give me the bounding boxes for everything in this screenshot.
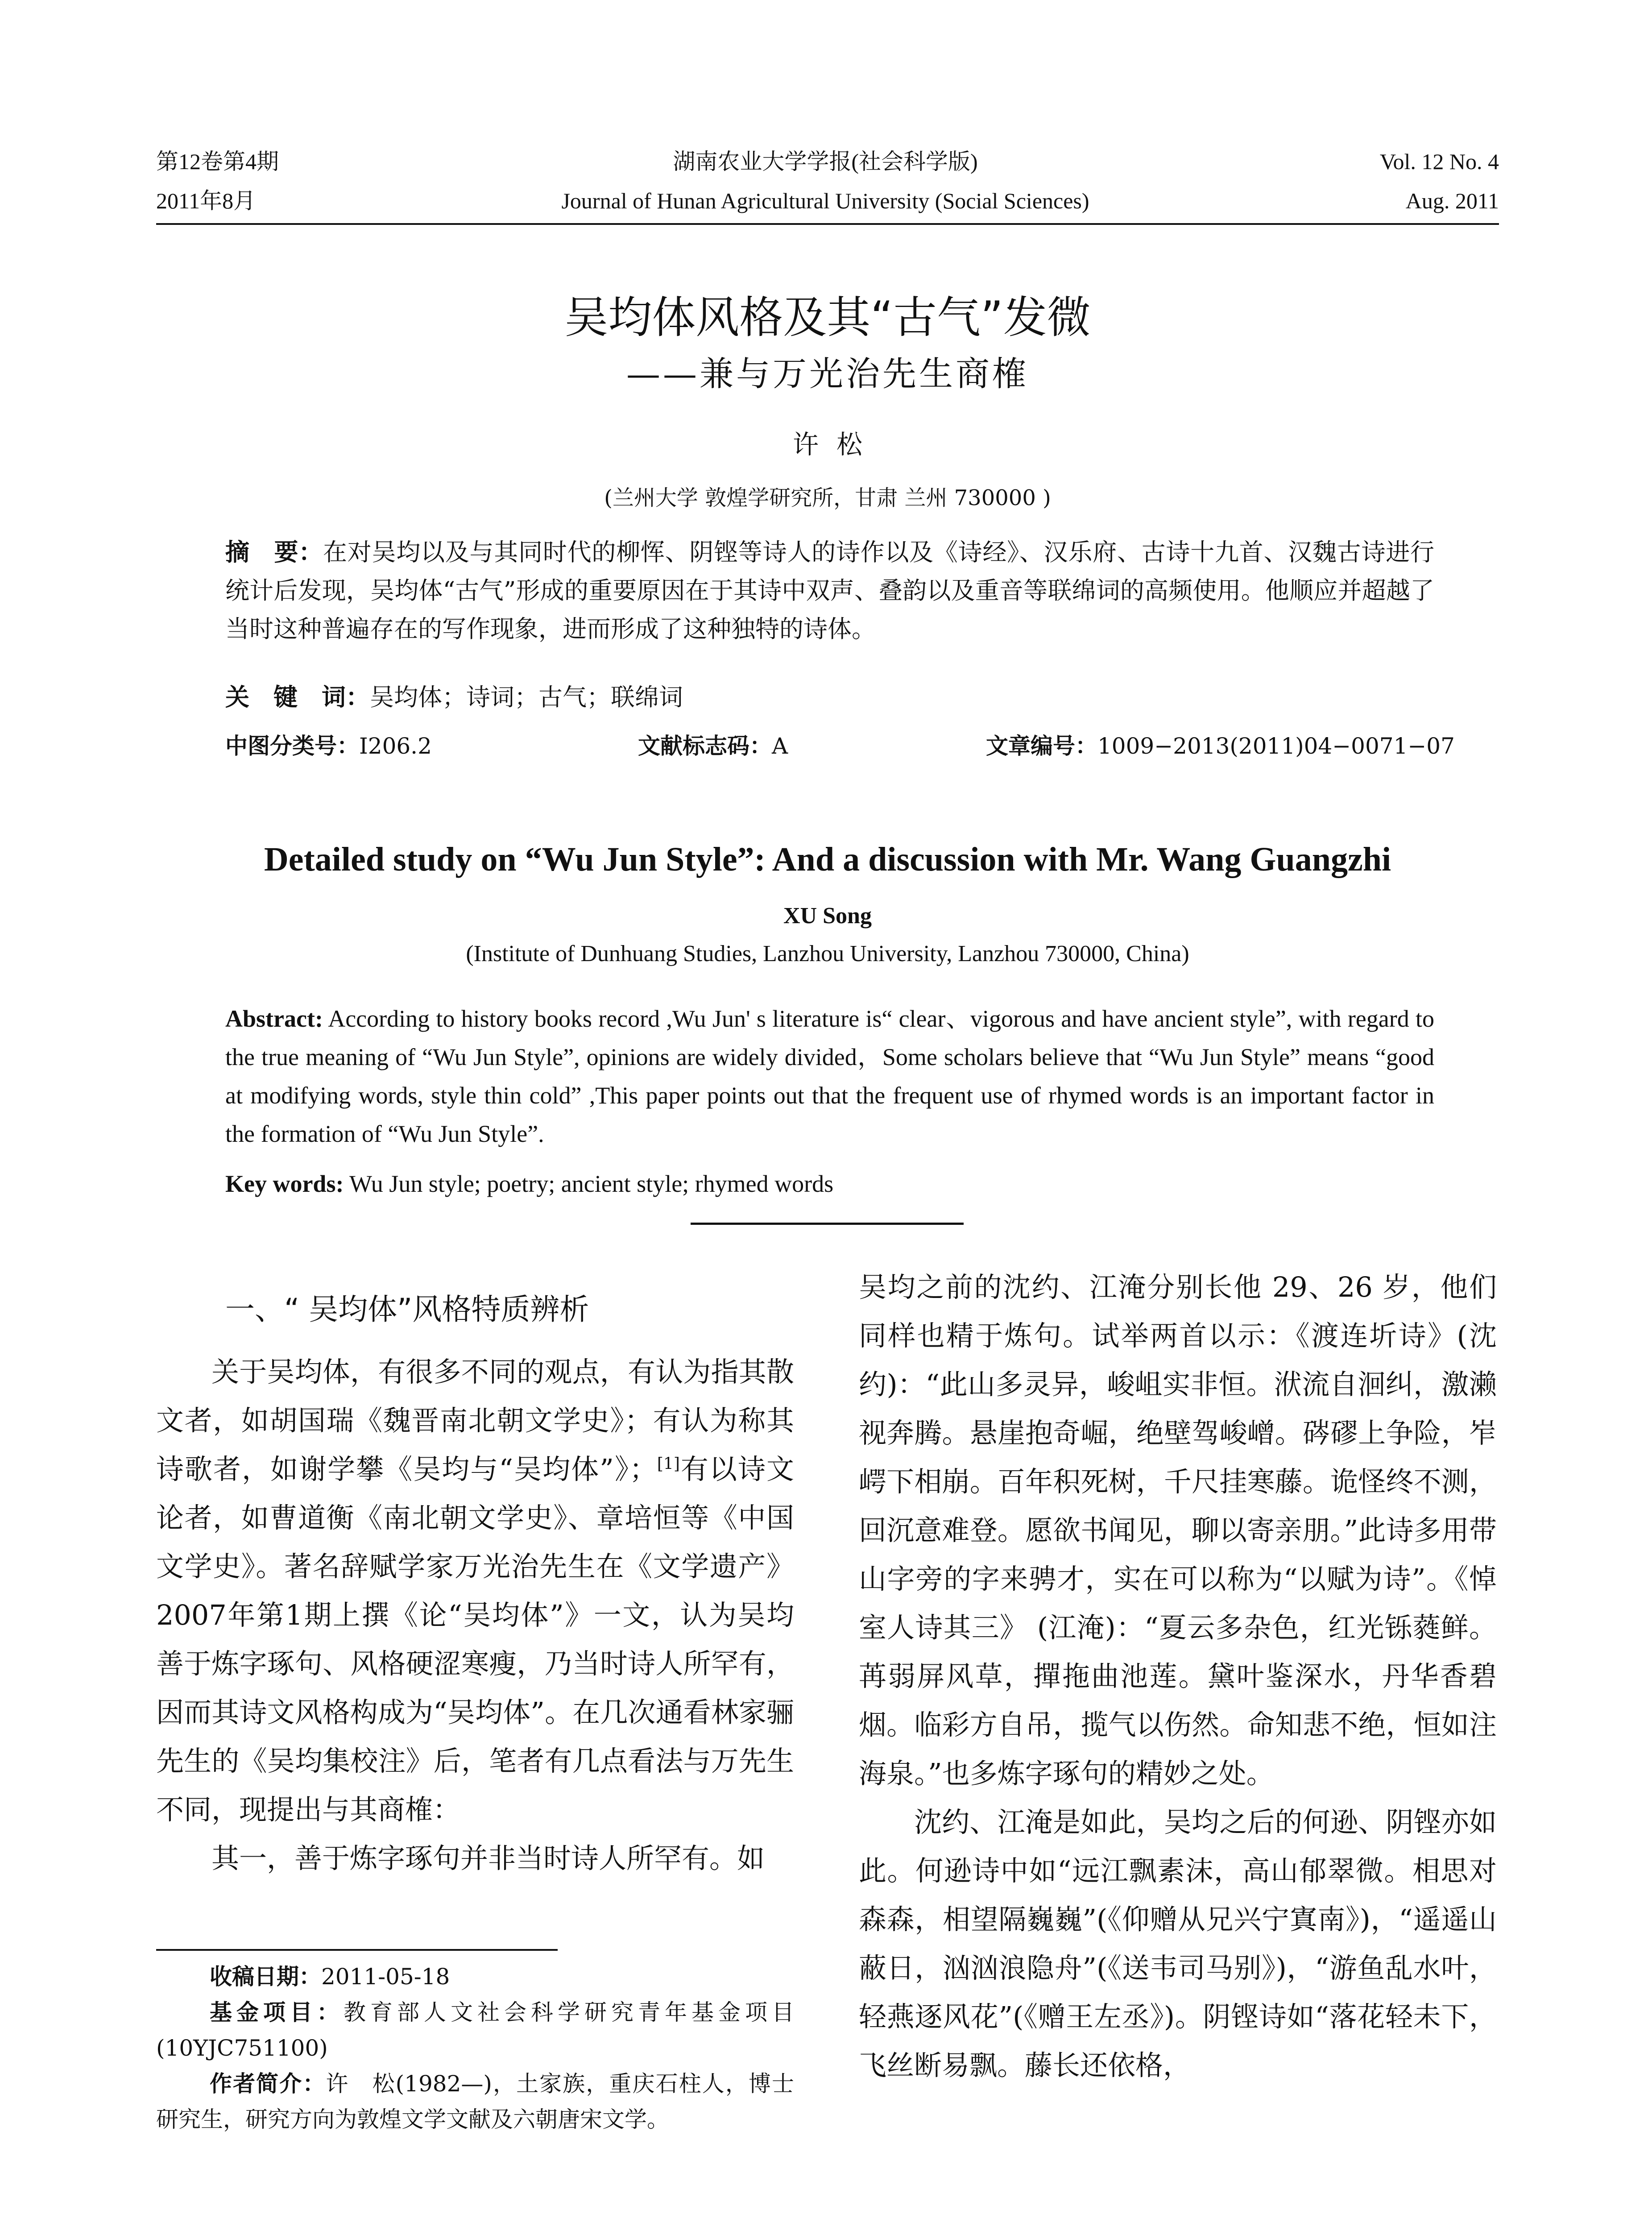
title-cn: 吴均体风格及其“古气”发微 xyxy=(564,292,1091,343)
doc-value: A xyxy=(772,733,788,759)
header-rule xyxy=(156,223,1499,225)
header-volume-en: Vol. 12 No. 4 xyxy=(1379,149,1499,174)
doc-code xyxy=(638,732,788,760)
left-paragraph-2: 其一，善于炼字琢句并非当时诗人所罕有。如 xyxy=(211,1842,765,1874)
author-cn: 许松 xyxy=(792,429,880,460)
bio-value: 许 松(1982—)，土家族，重庆石柱人，博士研究生，研究方向为敦煌文学文献及六朝唐宋文学。 xyxy=(156,2071,795,2132)
clc-value: I206.2 xyxy=(359,733,432,759)
fund-label: 基金项目： xyxy=(210,1999,344,2025)
abstract-end-rule xyxy=(691,1223,964,1225)
article-value: 1009−2013(2011)04−0071−07 xyxy=(1097,733,1455,759)
header-journal-cn: 湖南农业大学学报(社会科学版) xyxy=(673,149,978,174)
affiliation-en: (Institute of Dunhuang Studies, Lanzhou University, Lanzhou 730000, China) xyxy=(466,941,1189,966)
bio-label: 作者简介： xyxy=(210,2071,326,2097)
citation-ref-1: [1] xyxy=(657,1455,680,1473)
keywords-cn-label: 关 键 词： xyxy=(225,683,370,711)
abstract-en-text: According to history books record ,Wu Jun' s literature is“ clear、vigorous and have ancient style”, with regard to the true meaning of “Wu Jun Style”, opinions are widely divided，Some scholars believe that “Wu Jun Style” means “good at modifying words, style thin cold” ,This paper points out that the frequent use of rhymed words is an important factor in the formation of “Wu Jun Style”. xyxy=(225,1005,1434,1147)
right-paragraph-1: 吴均之前的沈约、江淹分别长他 29、26 岁，他们同样也精于炼句。试举两首以示：《渡连圻诗》(沈约)：“此山多灵异，峻岨实非恒。洑流自洄纠，激濑视奔腾。悬崖抱奇崛，绝壁驾峻嶒。硶磟上争险，岝崿下相崩。百年积死树，千尺挂寒藤。诡怪终不测，回沉意难登。愿欲书闻见，聊以寄亲朋。”此诗多用带山字旁的字来骋才，实在可以称为“以赋为诗”。《悼室人诗其三》 (江淹)：“夏云多杂色，红光铄蕤鲜。苒弱屏风草，撣拖曲池莲。黛叶鉴深水，丹华香碧烟。临彩方自吊，揽气以伤然。命知悲不绝，恒如注海泉。”也多炼字琢句的精妙之处。 xyxy=(859,1271,1497,1790)
left-p1-text-a: 关于吴均体，有很多不同的观点，有认为指其散文者，如胡国瑞《魏晋南北朝文学史》；有认为称其诗歌者，如谢学攀《吴均与“吴均体”》； xyxy=(156,1356,794,1485)
header-volume-cn: 第12卷第4期 xyxy=(156,149,279,174)
header-journal-en: Journal of Hunan Agricultural University (Social Sciences) xyxy=(561,188,1089,213)
abstract-en-label: Abstract: xyxy=(225,1005,323,1032)
footnote-rule xyxy=(156,1949,558,1951)
clc-number xyxy=(225,732,432,760)
keywords-en-text: Wu Jun style; poetry; ancient style; rhymed words xyxy=(344,1170,834,1197)
left-paragraph-1 xyxy=(156,1348,794,1834)
article-number xyxy=(986,732,1455,760)
footnote-bio xyxy=(156,2066,794,2137)
footnotes xyxy=(156,1959,794,2137)
affiliation-cn: (兰州大学 敦煌学研究所，甘肃 兰州 730000 ) xyxy=(604,485,1051,510)
keywords-cn-text: 吴均体；诗词；古气；联绵词 xyxy=(370,683,683,711)
footnote-fund xyxy=(156,1995,794,2066)
keywords-en xyxy=(225,1165,1434,1203)
section-heading-1: 一、“ 吴均体”风格特质辨析 xyxy=(225,1292,589,1327)
author-en: XU Song xyxy=(783,903,872,929)
fund-value: 教育部人文社会科学研究青年基金项目(10YJC751100) xyxy=(156,1999,794,2061)
header-date-cn: 2011年8月 xyxy=(156,188,256,213)
doc-label: 文献标志码： xyxy=(638,733,772,759)
clc-label: 中图分类号： xyxy=(225,733,359,759)
article-label: 文章编号： xyxy=(986,733,1097,759)
abstract-en xyxy=(225,999,1434,1153)
header-date-en: Aug. 2011 xyxy=(1405,188,1499,213)
received-label: 收稿日期： xyxy=(210,1964,321,1990)
right-column xyxy=(859,1263,1497,2090)
abstract-cn xyxy=(225,533,1434,648)
left-column xyxy=(156,1348,794,1883)
right-paragraph-2: 沈约、江淹是如此，吴均之后的何逊、阴铿亦如此。何逊诗中如“远江飘素沫，高山郁翠微。相思对森森，相望隔巍巍”(《仰赠从兄兴宁寘南》)，“遥遥山蔽日，汹汹浪隐舟”(《送韦司马别》)，“游鱼乱水叶，轻燕逐风花”(《赠王左丞》)。阴铿诗如“落花轻未下，飞丝断易飘。藤长还依格， xyxy=(859,1806,1497,2082)
abstract-cn-label: 摘 要： xyxy=(225,538,323,566)
abstract-cn-text: 在对吴均以及与其同时代的柳恽、阴铿等诗人的诗作以及《诗经》、汉乐府、古诗十九首、汉魏古诗进行统计后发现，吴均体“古气”形成的重要原因在于其诗中双声、叠韵以及重音等联绵词的高频使用。他顺应并超越了当时这种普遍存在的写作现象，进而形成了这种独特的诗体。 xyxy=(225,538,1435,643)
title-en: Detailed study on “Wu Jun Style”: And a discussion with Mr. Wang Guangzhi xyxy=(264,841,1391,878)
keywords-en-label: Key words: xyxy=(225,1170,344,1197)
keywords-cn xyxy=(225,678,1434,717)
subtitle-cn: ——兼与万光治先生商榷 xyxy=(626,354,1029,394)
received-value: 2011-05-18 xyxy=(321,1964,450,1990)
left-p1-text-b: 有以诗文论者，如曹道衡《南北朝文学史》、章培恒等《中国文学史》。著名辞赋学家万光治先生在《文学遗产》2007年第1期上撰《论“吴均体”》一文，认为吴均善于炼字琢句、风格硬涩寒瘦，乃当时诗人所罕有，因而其诗文风格构成为“吴均体”。在几次通看林家骊先生的《吴均集校注》后，笔者有几点看法与万先生不同，现提出与其商榷： xyxy=(156,1453,794,1826)
footnote-received xyxy=(156,1959,794,1995)
